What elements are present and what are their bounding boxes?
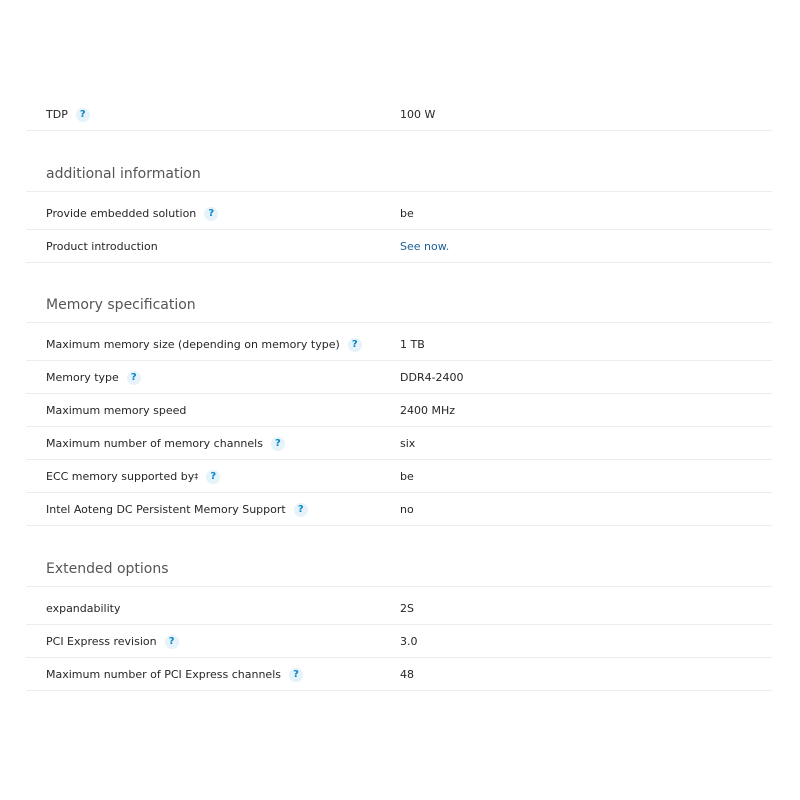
spec-label: Maximum number of memory channels: [46, 437, 263, 450]
spec-value: 2400 MHz: [400, 404, 456, 417]
spec-row-embedded-solution: [26, 197, 772, 230]
spec-label: Maximum memory speed: [46, 404, 187, 417]
spec-row-memory-channels: [26, 427, 772, 460]
spec-value: DDR4-2400: [400, 371, 464, 384]
help-icon[interactable]: ?: [289, 668, 303, 682]
spec-label-container: [46, 658, 303, 691]
spec-label: Intel Aoteng DC Persistent Memory Support: [46, 503, 286, 516]
spec-label-container: [46, 230, 158, 263]
section-header-additional-information: [26, 156, 772, 192]
spec-row-product-introduction: [26, 230, 772, 263]
spec-label: expandability: [46, 602, 121, 615]
spec-row-pci-express-revision: [26, 625, 772, 658]
spec-label: ECC memory supported by: [46, 470, 195, 483]
help-icon[interactable]: ?: [348, 338, 362, 352]
section-title: Extended options: [46, 561, 169, 577]
section-header-extended-options: [26, 551, 772, 587]
help-icon[interactable]: ?: [204, 207, 218, 221]
spec-row-persistent-memory: [26, 493, 772, 526]
spec-value: 48: [400, 668, 414, 681]
spec-value: 100 W: [400, 108, 436, 121]
spec-label: Provide embedded solution: [46, 207, 197, 220]
spec-row-max-memory-size: [26, 328, 772, 361]
spec-label-container: [46, 493, 308, 526]
spec-value: no: [400, 503, 414, 516]
spec-value: be: [400, 470, 414, 483]
spec-label-container: [46, 361, 141, 394]
spec-label-container: [46, 592, 120, 625]
see-now-link[interactable]: See now.: [400, 240, 450, 253]
spec-row-tdp: [26, 98, 772, 131]
help-icon[interactable]: ?: [127, 371, 141, 385]
section-header-memory-specification: [26, 287, 772, 323]
spec-row-ecc-memory: [26, 460, 772, 493]
spec-row-memory-type: [26, 361, 772, 394]
spec-row-expandability: [26, 592, 772, 625]
spec-label: PCI Express revision: [46, 635, 157, 648]
help-icon[interactable]: ?: [271, 437, 285, 451]
spec-label-container: [46, 394, 186, 427]
help-icon[interactable]: ?: [76, 108, 90, 122]
spec-label: Maximum memory size (depending on memory type): [46, 338, 340, 351]
spec-label: Product introduction: [46, 240, 158, 253]
spec-row-max-memory-speed: [26, 394, 772, 427]
spec-row-pci-express-channels: [26, 658, 772, 691]
spec-value: 3.0: [400, 635, 418, 648]
help-icon[interactable]: ?: [165, 635, 179, 649]
spec-label-container: ECC memory supported by ‡ ?: [46, 460, 220, 493]
spec-value: 1 TB: [400, 338, 425, 351]
section-title: Memory specification: [46, 297, 196, 313]
help-icon[interactable]: ?: [294, 503, 308, 517]
spec-label: Maximum number of PCI Express channels: [46, 668, 281, 681]
spec-value: be: [400, 207, 414, 220]
spec-value: six: [400, 437, 416, 450]
section-title: additional information: [46, 166, 201, 182]
spec-label-container: [46, 328, 362, 361]
spec-label-container: [46, 98, 90, 131]
help-icon[interactable]: ?: [206, 470, 220, 484]
spec-value: 2S: [400, 602, 414, 615]
spec-label-container: [46, 625, 179, 658]
spec-label: Memory type: [46, 371, 119, 384]
spec-label-container: [46, 197, 218, 230]
spec-label: TDP: [46, 108, 68, 121]
spec-label-container: [46, 427, 285, 460]
